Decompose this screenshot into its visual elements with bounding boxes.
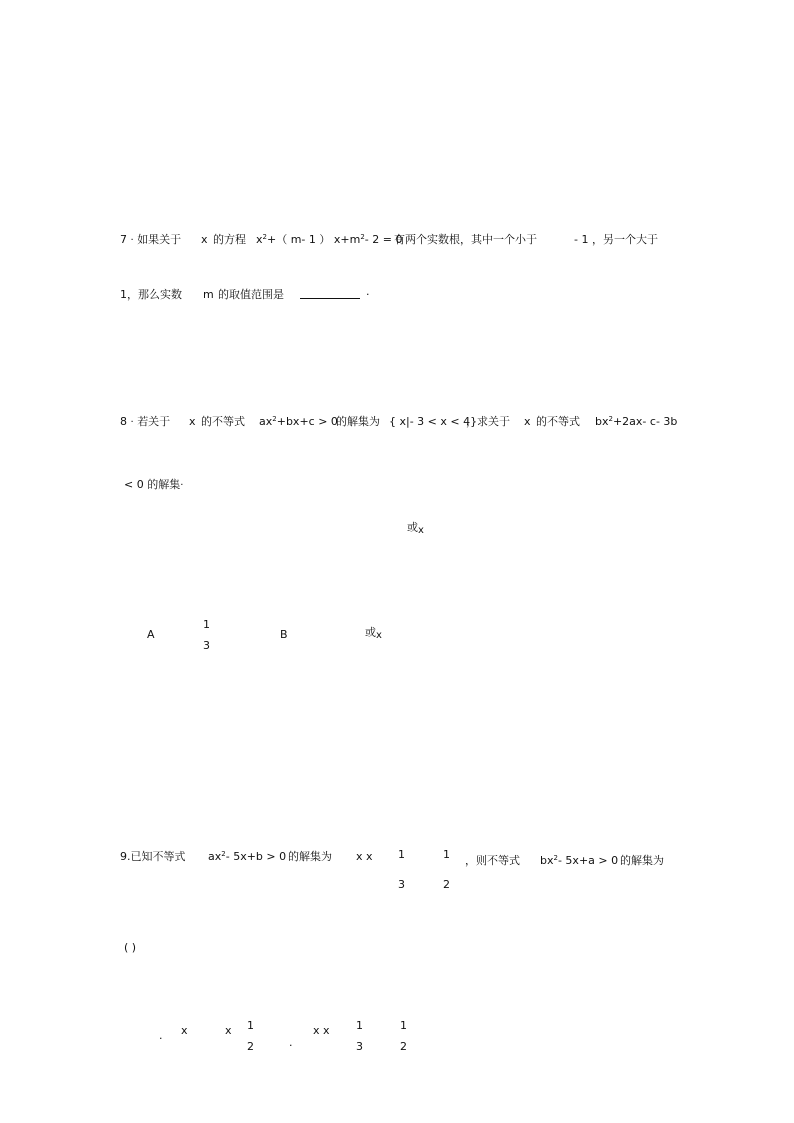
q9-frac1-den: 3 [398,878,405,891]
q7-number: 7 [120,233,127,246]
q8-inequality: $ax^2+bx+c > 0$ [259,415,338,428]
q8-text5: 的不等式 [536,415,580,428]
q9-number: 9. [120,850,131,863]
q8-line1 [120,416,170,428]
q8-option-b: B [280,628,288,641]
q8-text4: ，求关于 [466,415,510,428]
q8-inequality2: $bx^2+2ax-$ c- 3b [595,415,678,428]
q9-line1 [120,851,186,862]
q9-ans-frac1-num: 1 [247,1019,254,1032]
q8-frac-num: 1 [203,618,210,631]
q7-line1 [120,234,181,246]
q7-text5: 1，那么实数 [120,288,182,301]
q7-text6: 的取值范围是 [218,288,284,301]
q8-frac-den: 3 [203,639,210,652]
q8-line2-dot: · [180,480,184,491]
q9-set-xx: x x [356,850,373,863]
q9-ans-xx: x x [313,1024,330,1037]
q9-text4: 的解集为 [620,854,664,867]
q9-ans-dot2: · [289,1039,293,1052]
q7-text2: 的方程 [213,233,246,246]
q9-text2: 的解集为 [288,850,332,863]
q9-frac2-num: 1 [443,848,450,861]
q7-sep: · [130,235,134,246]
q7-equation: $x^2+$（ m- 1 ） $x+m^2-$ 2 = 0 [256,233,403,246]
q7-text4: ，另一个大于 [592,233,658,246]
q9-text3: ，则不等式 [465,854,520,867]
q8-line2-text: 的解集 [147,478,181,491]
q7-neg1: - 1 [574,233,589,246]
q7-answer-blank [300,289,360,300]
q9-inequality: $ax^2-$ 5x+b > 0 [208,850,287,863]
q9-ans-frac1-den: 2 [247,1040,254,1053]
q9-ans-x2: x [225,1024,232,1037]
q9-inequality2: $bx^2-$ 5x+a > 0 [540,854,619,867]
q9-ans-dot1: . [159,1029,163,1042]
q8-number: 8 [120,415,127,428]
q9-ans-frac2-den: 3 [356,1040,363,1053]
q8-option-a: A [147,628,155,641]
q8-or-1: 或x [407,521,424,536]
q8-line2 [124,479,183,491]
q8-text3: 的解集为 [336,415,380,428]
q9-ans-frac3-den: 2 [400,1040,407,1053]
q9-frac1-num: 1 [398,848,405,861]
q9-frac2-den: 2 [443,878,450,891]
q8-or-2: 或x [365,626,382,641]
q7-text1: 如果关于 [137,233,182,246]
q8-solution-set: { x|- 3 < x < 4} [389,415,478,428]
q8-text1: 若关于 [137,415,171,428]
q7-var-m: m [203,288,214,301]
q8-var-x: x [189,415,196,428]
q7-end-dot: · [366,288,370,301]
q9-answer-parens: ( ) [124,941,137,954]
q8-text2: 的不等式 [201,415,245,428]
q9-ans-frac2-num: 1 [356,1019,363,1032]
q7-text3: 有两个实数根，其中一个小于 [394,233,537,246]
q8-sep: · [130,417,134,428]
q7-var-x: x [201,233,208,246]
q9-ans-frac3-num: 1 [400,1019,407,1032]
q9-text1: 已知不等式 [130,850,186,863]
q8-ineq-lt0: < 0 [124,478,144,491]
q9-ans-x1: x [181,1024,188,1037]
q8-var-x2: x [524,415,531,428]
